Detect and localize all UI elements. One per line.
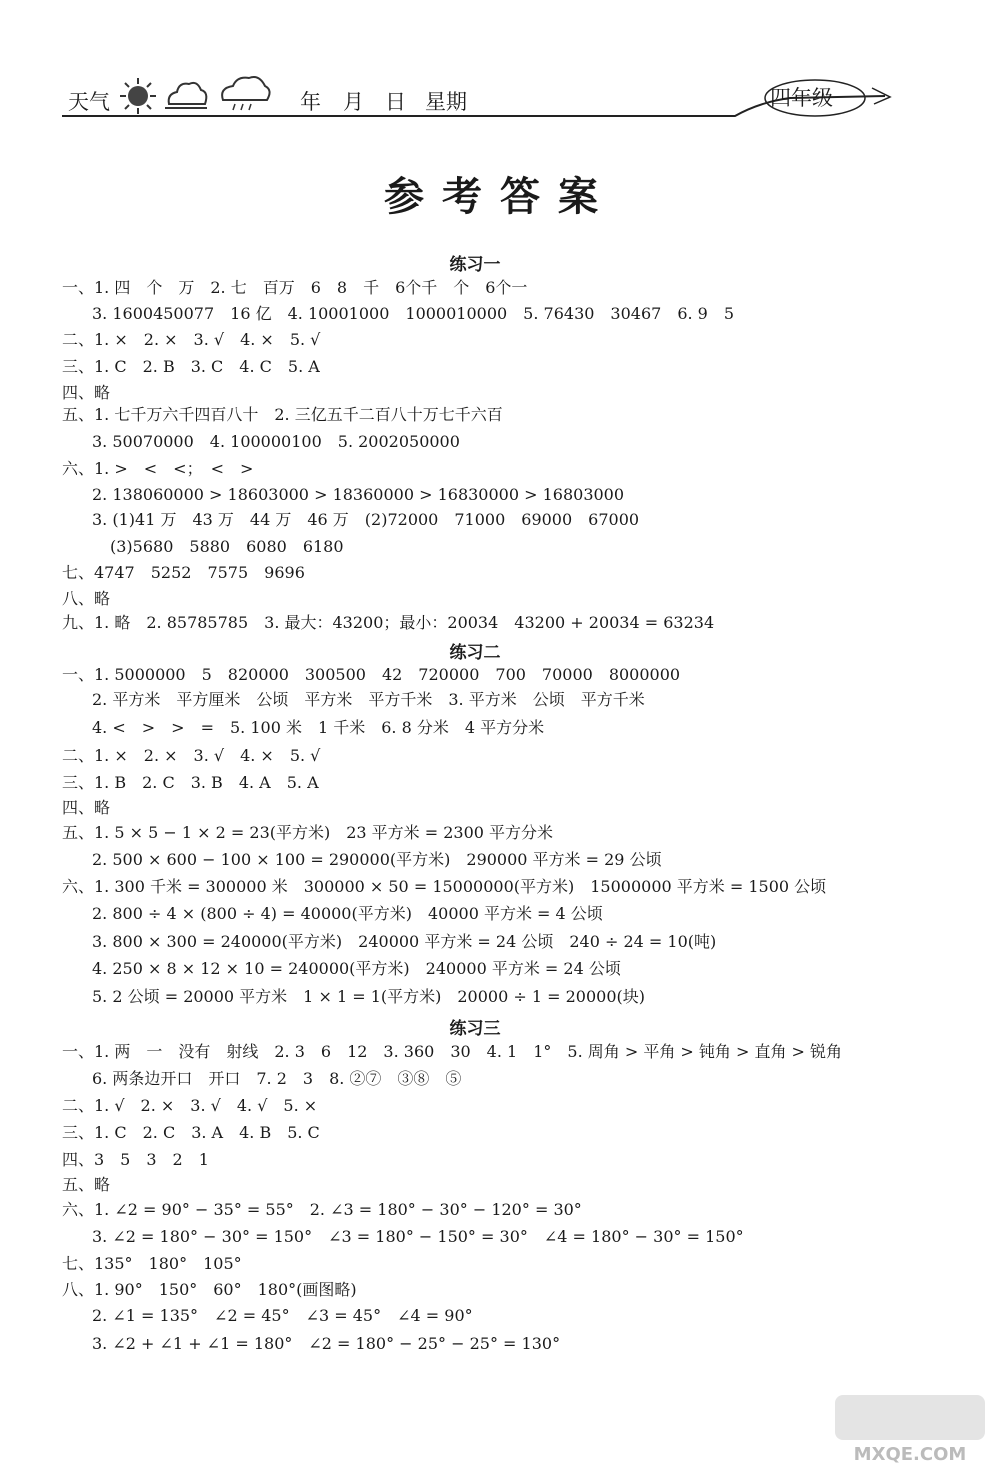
answer-line: 五、1. 七千万六千四百八十 2. 三亿五千二百八十万七千六百 [62, 405, 503, 424]
answer-line: 六、1. ∠2 = 90° − 35° = 55° 2. ∠3 = 180° − 30° − 120° = 30° [62, 1200, 582, 1219]
answer-line: 3. ∠2 + ∠1 + ∠1 = 180° ∠2 = 180° − 25° − 25° = 130° [92, 1334, 561, 1353]
answer-line: 三、1. C 2. C 3. A 4. B 5. C [62, 1123, 320, 1142]
year-label: 年 [300, 90, 321, 114]
answer-line: 2. 500 × 600 − 100 × 100 = 290000(平方米) 290000 平方米 = 29 公顷 [92, 850, 662, 869]
answer-line: 3. 50070000 4. 100000100 5. 2002050000 [92, 432, 460, 451]
section-heading: 练习二 [449, 643, 501, 663]
answer-line: 三、1. B 2. C 3. B 4. A 5. A [62, 773, 319, 792]
weather-label: 天气 [68, 90, 110, 114]
watermark-logo [830, 1380, 995, 1465]
answer-line: 八、1. 90° 150° 60° 180°(画图略) [62, 1280, 357, 1299]
answer-line: 6. 两条边开口 开口 7. 2 3 8. ②⑦ ③⑧ ⑤ [92, 1069, 462, 1088]
watermark-text: MXQE.COM [853, 1444, 967, 1465]
answer-line: 七、4747 5252 7575 9696 [62, 563, 305, 582]
header-decoration [0, 0, 1000, 130]
answer-line: 四、略 [62, 798, 111, 817]
answer-line: 2. 平方米 平方厘米 公顷 平方米 平方千米 3. 平方米 公顷 平方千米 [92, 690, 645, 709]
answer-line: 九、1. 略 2. 85785785 3. 最大：43200；最小：20034 43200 + 20034 = 63234 [62, 613, 715, 632]
month-label: 月 [343, 90, 364, 114]
answer-line: 4. < > > = 5. 100 米 1 千米 6. 8 分米 4 平方分米 [92, 718, 545, 737]
answer-line: 3. 800 × 300 = 240000(平方米) 240000 平方米 = 24 公顷 240 ÷ 24 = 10(吨) [92, 932, 717, 951]
answer-line: 六、1. 300 千米 = 300000 米 300000 × 50 = 15000000(平方米) 15000000 平方米 = 1500 公顷 [62, 877, 827, 896]
answer-line: 六、1. > < <； < > [62, 459, 254, 478]
answer-line: 一、1. 5000000 5 820000 300500 42 720000 700 70000 8000000 [62, 665, 681, 684]
answer-line: 二、1. √ 2. × 3. √ 4. √ 5. × [62, 1096, 318, 1115]
answer-line: (3)5680 5880 6080 6180 [110, 537, 344, 556]
section-heading: 练习三 [449, 1019, 501, 1039]
answer-line: 4. 250 × 8 × 12 × 10 = 240000(平方米) 240000 平方米 = 24 公顷 [92, 959, 621, 978]
page-header [0, 0, 1000, 130]
answer-line: 四、3 5 3 2 1 [62, 1150, 209, 1169]
sun-icon [120, 78, 156, 114]
answer-line: 二、1. × 2. × 3. √ 4. × 5. √ [62, 746, 321, 765]
answer-line: 2. ∠1 = 135° ∠2 = 45° ∠3 = 45° ∠4 = 90° [92, 1306, 473, 1325]
grade-label: 四年级 [770, 86, 833, 110]
page-title: 参考答案 [384, 174, 616, 220]
answer-line: 3. ∠2 = 180° − 30° = 150° ∠3 = 180° − 150° = 30° ∠4 = 180° − 30° = 150° [92, 1227, 744, 1246]
answer-line: 5. 2 公顷 = 20000 平方米 1 × 1 = 1(平方米) 20000 ÷ 1 = 20000(块) [92, 987, 645, 1006]
day-label: 日 [385, 90, 406, 114]
answer-line: 八、略 [62, 589, 111, 608]
answer-line: 一、1. 四 个 万 2. 七 百万 6 8 千 6个千 个 6个一 [62, 278, 528, 297]
answer-line: 3. 1600450077 16 亿 4. 10001000 1000010000 5. 76430 30467 6. 9 5 [92, 304, 735, 323]
answer-line: 2. 800 ÷ 4 × (800 ÷ 4) = 40000(平方米) 40000 平方米 = 4 公顷 [92, 904, 603, 923]
answer-line: 3. (1)41 万 43 万 44 万 46 万 (2)72000 71000 69000 67000 [92, 510, 640, 529]
answer-line: 四、略 [62, 383, 111, 402]
answer-line: 2. 138060000 > 18603000 > 18360000 > 16830000 > 16803000 [92, 485, 625, 504]
answer-line: 五、略 [62, 1175, 111, 1194]
partly-cloudy-icon [165, 83, 207, 108]
answer-line: 三、1. C 2. B 3. C 4. C 5. A [62, 357, 320, 376]
section-heading: 练习一 [449, 255, 501, 275]
rain-cloud-icon [222, 77, 269, 110]
answer-line: 二、1. × 2. × 3. √ 4. × 5. √ [62, 330, 321, 349]
weekday-label: 星期 [425, 90, 467, 114]
answer-line: 五、1. 5 × 5 − 1 × 2 = 23(平方米) 23 平方米 = 2300 平方分米 [62, 823, 554, 842]
answer-line: 一、1. 两 一 没有 射线 2. 3 6 12 3. 360 30 4. 1 1° 5. 周角 > 平角 > 钝角 > 直角 > 锐角 [62, 1042, 843, 1061]
answer-line: 七、135° 180° 105° [62, 1254, 242, 1273]
